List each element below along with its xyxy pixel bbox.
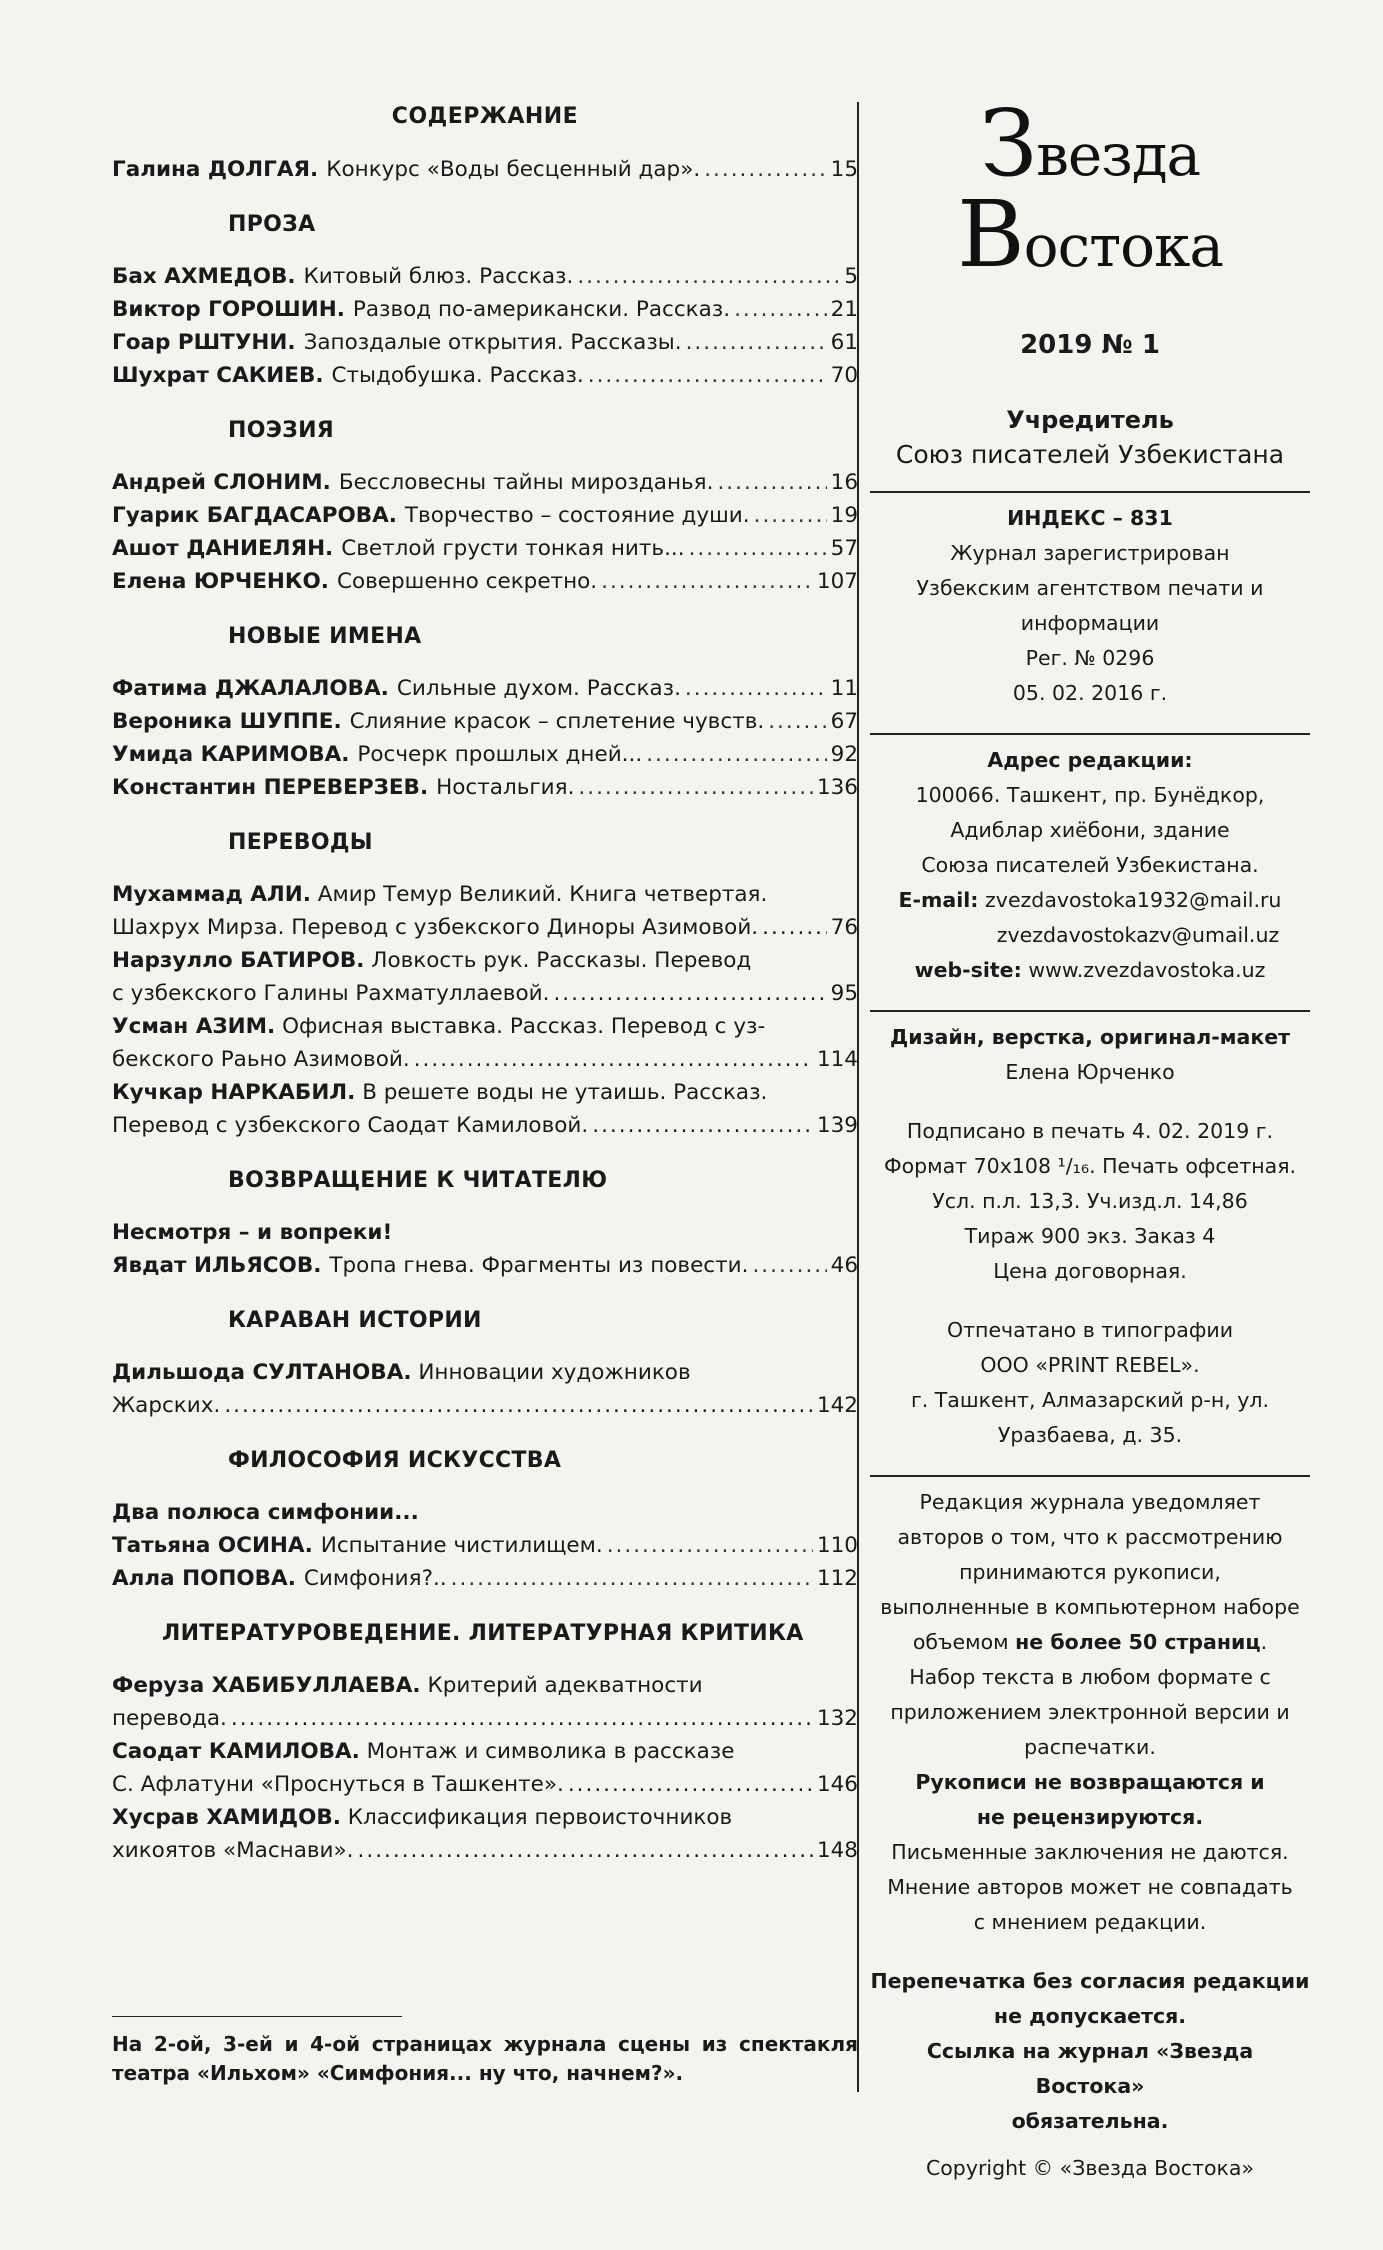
leader-dots [553,977,826,1010]
toc-entry [112,1356,858,1422]
leader-dots [601,565,813,598]
registration-line: информации [1020,611,1160,635]
entry-author: Константин ПЕРЕВЕРЗЕВ. [112,775,429,800]
printer-line: Уразбаева, д. 35. [997,1423,1183,1447]
entry-work: Амир Темур Великий. Книга четвертая. [317,882,768,907]
entry-work-cont: Перевод с узбекского Саодат Камиловой. [112,1113,589,1138]
entry-work: Сильные духом. Рассказ. [396,676,681,701]
website-label: web-site: [914,958,1022,982]
toc-entry [112,532,858,565]
divider [870,1010,1310,1012]
notice-line: Редакция журнала уведомляет [919,1490,1261,1514]
registration-line: Рег. № 0296 [1025,646,1155,670]
entry-page: 46 [830,1253,858,1278]
entry-author: Хусрав ХАМИДОВ. [112,1805,341,1830]
entry-work: Классификация первоисточников [347,1805,733,1830]
toc-title: СОДЕРЖАНИЕ [391,104,579,129]
entry-page: 112 [816,1566,858,1591]
entry-author: Дильшода СУЛТАНОВА. [112,1360,412,1385]
entry-author: Гуарик БАГДАСАРОВА. [112,503,397,528]
leader-dots [358,1834,813,1867]
leader-dots [717,466,826,499]
index: ИНДЕКС – 831 [1007,506,1173,530]
entry-work: Росчерк прошлых дней... [357,742,643,767]
magazine-logo [870,90,1310,288]
entry-page: 15 [830,157,858,182]
toc-entry [112,1076,858,1142]
section-heading-poetry: ПОЭЗИЯ [228,418,335,443]
email-label: E-mail: [898,888,979,912]
section-heading-caravan: КАРАВАН ИСТОРИИ [228,1308,482,1333]
toc-entry [112,1669,858,1735]
design-label: Дизайн, верстка, оригинал-макет [889,1025,1291,1049]
toc-entry [112,1010,858,1076]
logo-initial: З [979,90,1037,197]
submission-notice [870,1485,1310,2186]
leader-dots [592,1109,813,1142]
leader-dots [754,499,827,532]
email-link-secondary[interactable]: zvezdavostokazv@umail.uz [996,923,1280,947]
toc-entry [112,326,858,359]
print-info-line: Усл. п.л. 13,3. Уч.изд.л. 14,86 [932,1189,1248,1213]
leader-dots [704,153,826,186]
founder: Союз писателей Узбекистана [895,440,1285,469]
entry-author: Виктор ГОРОШИН. [112,297,345,322]
entry-author: Мухаммад АЛИ. [112,882,311,907]
leader-dots [752,1249,826,1282]
toc-entry [112,944,858,1010]
entry-work-cont: хикоятов «Маснави». [112,1838,354,1863]
toc-entry [112,1562,858,1595]
entry-page: 142 [816,1393,858,1418]
registration-block [870,501,1310,711]
toc-entry [112,1735,858,1801]
issue-number: 2019 № 1 [1020,330,1160,360]
entry-author: Фатима ДЖАЛАЛОВА. [112,676,389,701]
entry-work: Ностальгия. [436,775,575,800]
address-line: Союза писателей Узбекистана. [921,853,1259,877]
entry-page: 148 [816,1838,858,1863]
leader-dots [768,705,826,738]
imprint-column [870,90,1310,2186]
print-info-line: Формат 70х108 ¹/₁₆. Печать офсетная. [883,1154,1297,1178]
entry-work: Китовый блюз. Рассказ. [303,264,574,289]
entry-work: Испытание чистилищем. [320,1533,603,1558]
entry-work: Слияние красок – сплетение чувств. [349,709,765,734]
notice-line: выполненные в компьютерном наборе [880,1595,1300,1619]
toc-entry [112,1249,858,1282]
entry-work-cont: бекского Раьно Азимовой. [112,1047,410,1072]
entry-author: Шухрат САКИЕВ. [112,363,324,388]
address-line: 100066. Ташкент, пр. Бунёдкор, [915,783,1265,807]
entry-page: 19 [830,503,858,528]
toc-entry [112,153,858,186]
divider [870,491,1310,493]
notice-line: распечатки. [1024,1735,1156,1759]
entry-work: Стыдобушка. Рассказ. [331,363,584,388]
entry-author: Кучкар НАРКАБИЛ. [112,1080,356,1105]
entry-work: В решете воды не утаишь. Рассказ. [362,1080,768,1105]
entry-work-cont: перевода. [112,1706,227,1731]
section-heading-prose: ПРОЗА [228,212,316,237]
entry-work-cont: Жарских. [112,1393,221,1418]
entry-author: Феруза ХАБИБУЛЛАЕВА. [112,1673,421,1698]
entry-work: Запоздалые открытия. Рассказы. [303,330,682,355]
toc-entry [112,878,858,944]
logo-initial: В [957,181,1024,288]
leader-dots [451,1562,813,1595]
entry-work: Бессловесны тайны мирозданья. [338,470,714,495]
founder-label: Учредитель [1006,406,1174,434]
leader-dots [577,260,840,293]
notice-line: Рукописи не возвращаются и [915,1770,1265,1794]
entry-author: Бах АХМЕДОВ. [112,264,296,289]
printer-line: Отпечатано в типографии [946,1318,1234,1342]
logo-word: остока [1023,212,1223,280]
entry-page: 11 [830,676,858,701]
section-heading-philosophy: ФИЛОСОФИЯ ИСКУССТВА [228,1448,562,1473]
leader-dots [578,771,813,804]
email-link[interactable]: zvezdavostoka1932@mail.ru [985,888,1282,912]
entry-page: 132 [816,1706,858,1731]
print-info-line: Тираж 900 экз. Заказ 4 [964,1224,1216,1248]
notice-line: не рецензируются. [976,1805,1204,1829]
entry-page: 114 [816,1047,858,1072]
leader-dots [231,1702,813,1735]
entry-work: Офисная выставка. Рассказ. Перевод с уз- [282,1014,766,1039]
entry-work: Инновации художников [418,1360,691,1385]
toc-entry [112,738,858,771]
reprint-line: Перепечатка без согласия редакции [870,1969,1310,1993]
notice-line [870,1625,1310,1660]
entry-author: Елена ЮРЧЕНКО. [112,569,329,594]
address-line: Адиблар хиёбони, здание [950,818,1230,842]
leader-dots [646,738,826,771]
entry-work-cont: Шахрух Мирза. Перевод с узбекского Диноры Азимовой. [112,915,759,940]
entry-page: 67 [830,709,858,734]
section-heading-return: ВОЗВРАЩЕНИЕ К ЧИТАТЕЛЮ [228,1168,608,1193]
divider [870,1475,1310,1477]
notice-emphasis: не более 50 страниц [1015,1630,1261,1654]
copyright: Copyright © «Звезда Востока» [925,2156,1255,2180]
entry-author: Ашот ДАНИЕЛЯН. [112,536,334,561]
registration-line: Журнал зарегистрирован [950,541,1230,565]
entry-work: Творчество – состояние души. [404,503,750,528]
entry-page: 136 [816,775,858,800]
entry-author: Андрей СЛОНИМ. [112,470,331,495]
reprint-line: Ссылка на журнал «Звезда Востока» [926,2039,1254,2098]
entry-author: Саодат КАМИЛОВА. [112,1739,360,1764]
entry-work: Развод по-американски. Рассказ. [352,297,731,322]
entry-page: 76 [830,915,858,940]
entry-author: Алла ПОПОВА. [112,1566,296,1591]
entry-work: Монтаж и символика в рассказе [366,1739,735,1764]
logo-word: везда [1036,121,1201,189]
entry-page: 146 [816,1772,858,1797]
printer-line: ООО «PRINT REBEL». [980,1353,1200,1377]
entry-page: 70 [830,363,858,388]
entry-page: 139 [816,1113,858,1138]
notice-line: приложением электронной версии и [890,1700,1290,1724]
designer: Елена Юрченко [1005,1060,1175,1084]
entry-page: 107 [816,569,858,594]
column-divider [857,102,859,2092]
production-block [870,1020,1310,1453]
notice-line: Письменные заключения не даются. [891,1840,1289,1864]
entry-author: Явдат ИЛЬЯСОВ. [112,1253,322,1278]
notice-line: авторов о том, что к рассмотрению [897,1525,1283,1549]
entry-page: 21 [830,297,858,322]
footnote: На 2-ой, 3-ей и 4-ой страницах журнала сцены из спектакля театра «Ильхом» «Симфония... ну что, начнем?». [112,2032,858,2085]
leader-dots [568,1768,813,1801]
toc-entry [112,1801,858,1867]
notice-line: Набор текста в любом формате с [909,1665,1271,1689]
reprint-line: обязательна. [1011,2109,1169,2133]
toc-entry [112,771,858,804]
toc-entry [112,705,858,738]
toc-entry [112,466,858,499]
entry-work: Тропа гнева. Фрагменты из повести. [329,1253,749,1278]
divider [870,733,1310,735]
registration-line: Узбекским агентством печати и [916,576,1264,600]
leader-dots [414,1043,813,1076]
entry-author: Гоар РШТУНИ. [112,330,296,355]
notice-line: принимаются рукописи, [959,1560,1221,1584]
entry-author: Умида КАРИМОВА. [112,742,350,767]
printer-line: г. Ташкент, Алмазарский р-н, ул. [910,1388,1270,1412]
entry-page: 95 [830,981,858,1006]
footnote-rule [112,2016,402,2017]
entry-page: 5 [844,264,858,289]
leader-dots [762,911,826,944]
entry-author: Нарзулло БАТИРОВ. [112,948,365,973]
section-heading-new-names: НОВЫЕ ИМЕНА [228,624,422,649]
section-subhead: Несмотря – и вопреки! [112,1220,393,1245]
entry-work: Совершенно секретно. [336,569,598,594]
print-info-line: Цена договорная. [993,1259,1187,1283]
entry-author: Галина ДОЛГАЯ. [112,157,319,182]
leader-dots [686,326,827,359]
leader-dots [685,672,827,705]
notice-line: Мнение авторов может не совпадать [887,1875,1293,1899]
section-heading-literary-criticism: ЛИТЕРАТУРОВЕДЕНИЕ. ЛИТЕРАТУРНАЯ КРИТИКА [162,1621,804,1646]
leader-dots [607,1529,813,1562]
toc-entry [112,260,858,293]
toc-entry [112,565,858,598]
notice-text: объемом [912,1630,1016,1654]
leader-dots [224,1389,813,1422]
entry-work: Ловкость рук. Рассказы. Перевод [371,948,752,973]
notice-line: с мнением редакции. [973,1910,1207,1934]
entry-work: Симфония?.. [303,1566,447,1591]
website-link[interactable]: www.zvezdavostoka.uz [1028,958,1266,982]
entry-page: 92 [830,742,858,767]
notice-text: . [1260,1630,1268,1654]
toc-entry [112,293,858,326]
toc-entry [112,499,858,532]
toc-entry [112,359,858,392]
section-subhead: Два полюса симфонии... [112,1500,419,1525]
entry-author: Татьяна ОСИНА. [112,1533,313,1558]
toc-entry [112,672,858,705]
entry-author: Усман АЗИМ. [112,1014,276,1039]
entry-work: Конкурс «Воды бесценный дар». [326,157,701,182]
entry-work-cont: с узбекского Галины Рахматуллаевой. [112,981,550,1006]
table-of-contents [112,100,858,1867]
toc-entry [112,1529,858,1562]
entry-page: 110 [816,1533,858,1558]
address-block [870,743,1310,988]
entry-page: 57 [830,536,858,561]
registration-line: 05. 02. 2016 г. [1012,681,1168,705]
entry-page: 61 [830,330,858,355]
leader-dots [588,359,827,392]
entry-page: 16 [830,470,858,495]
entry-work-cont: С. Афлатуни «Проснуться в Ташкенте». [112,1772,564,1797]
entry-author: Вероника ШУППЕ. [112,709,342,734]
print-info-line: Подписано в печать 4. 02. 2019 г. [906,1119,1274,1143]
address-label: Адрес редакции: [987,748,1193,772]
reprint-line: не допускается. [993,2004,1187,2028]
entry-work: Светлой грусти тонкая нить... [341,536,685,561]
entry-work: Критерий адекватности [427,1673,703,1698]
section-heading-translations: ПЕРЕВОДЫ [228,830,373,855]
leader-dots [689,532,827,565]
leader-dots [734,293,827,326]
